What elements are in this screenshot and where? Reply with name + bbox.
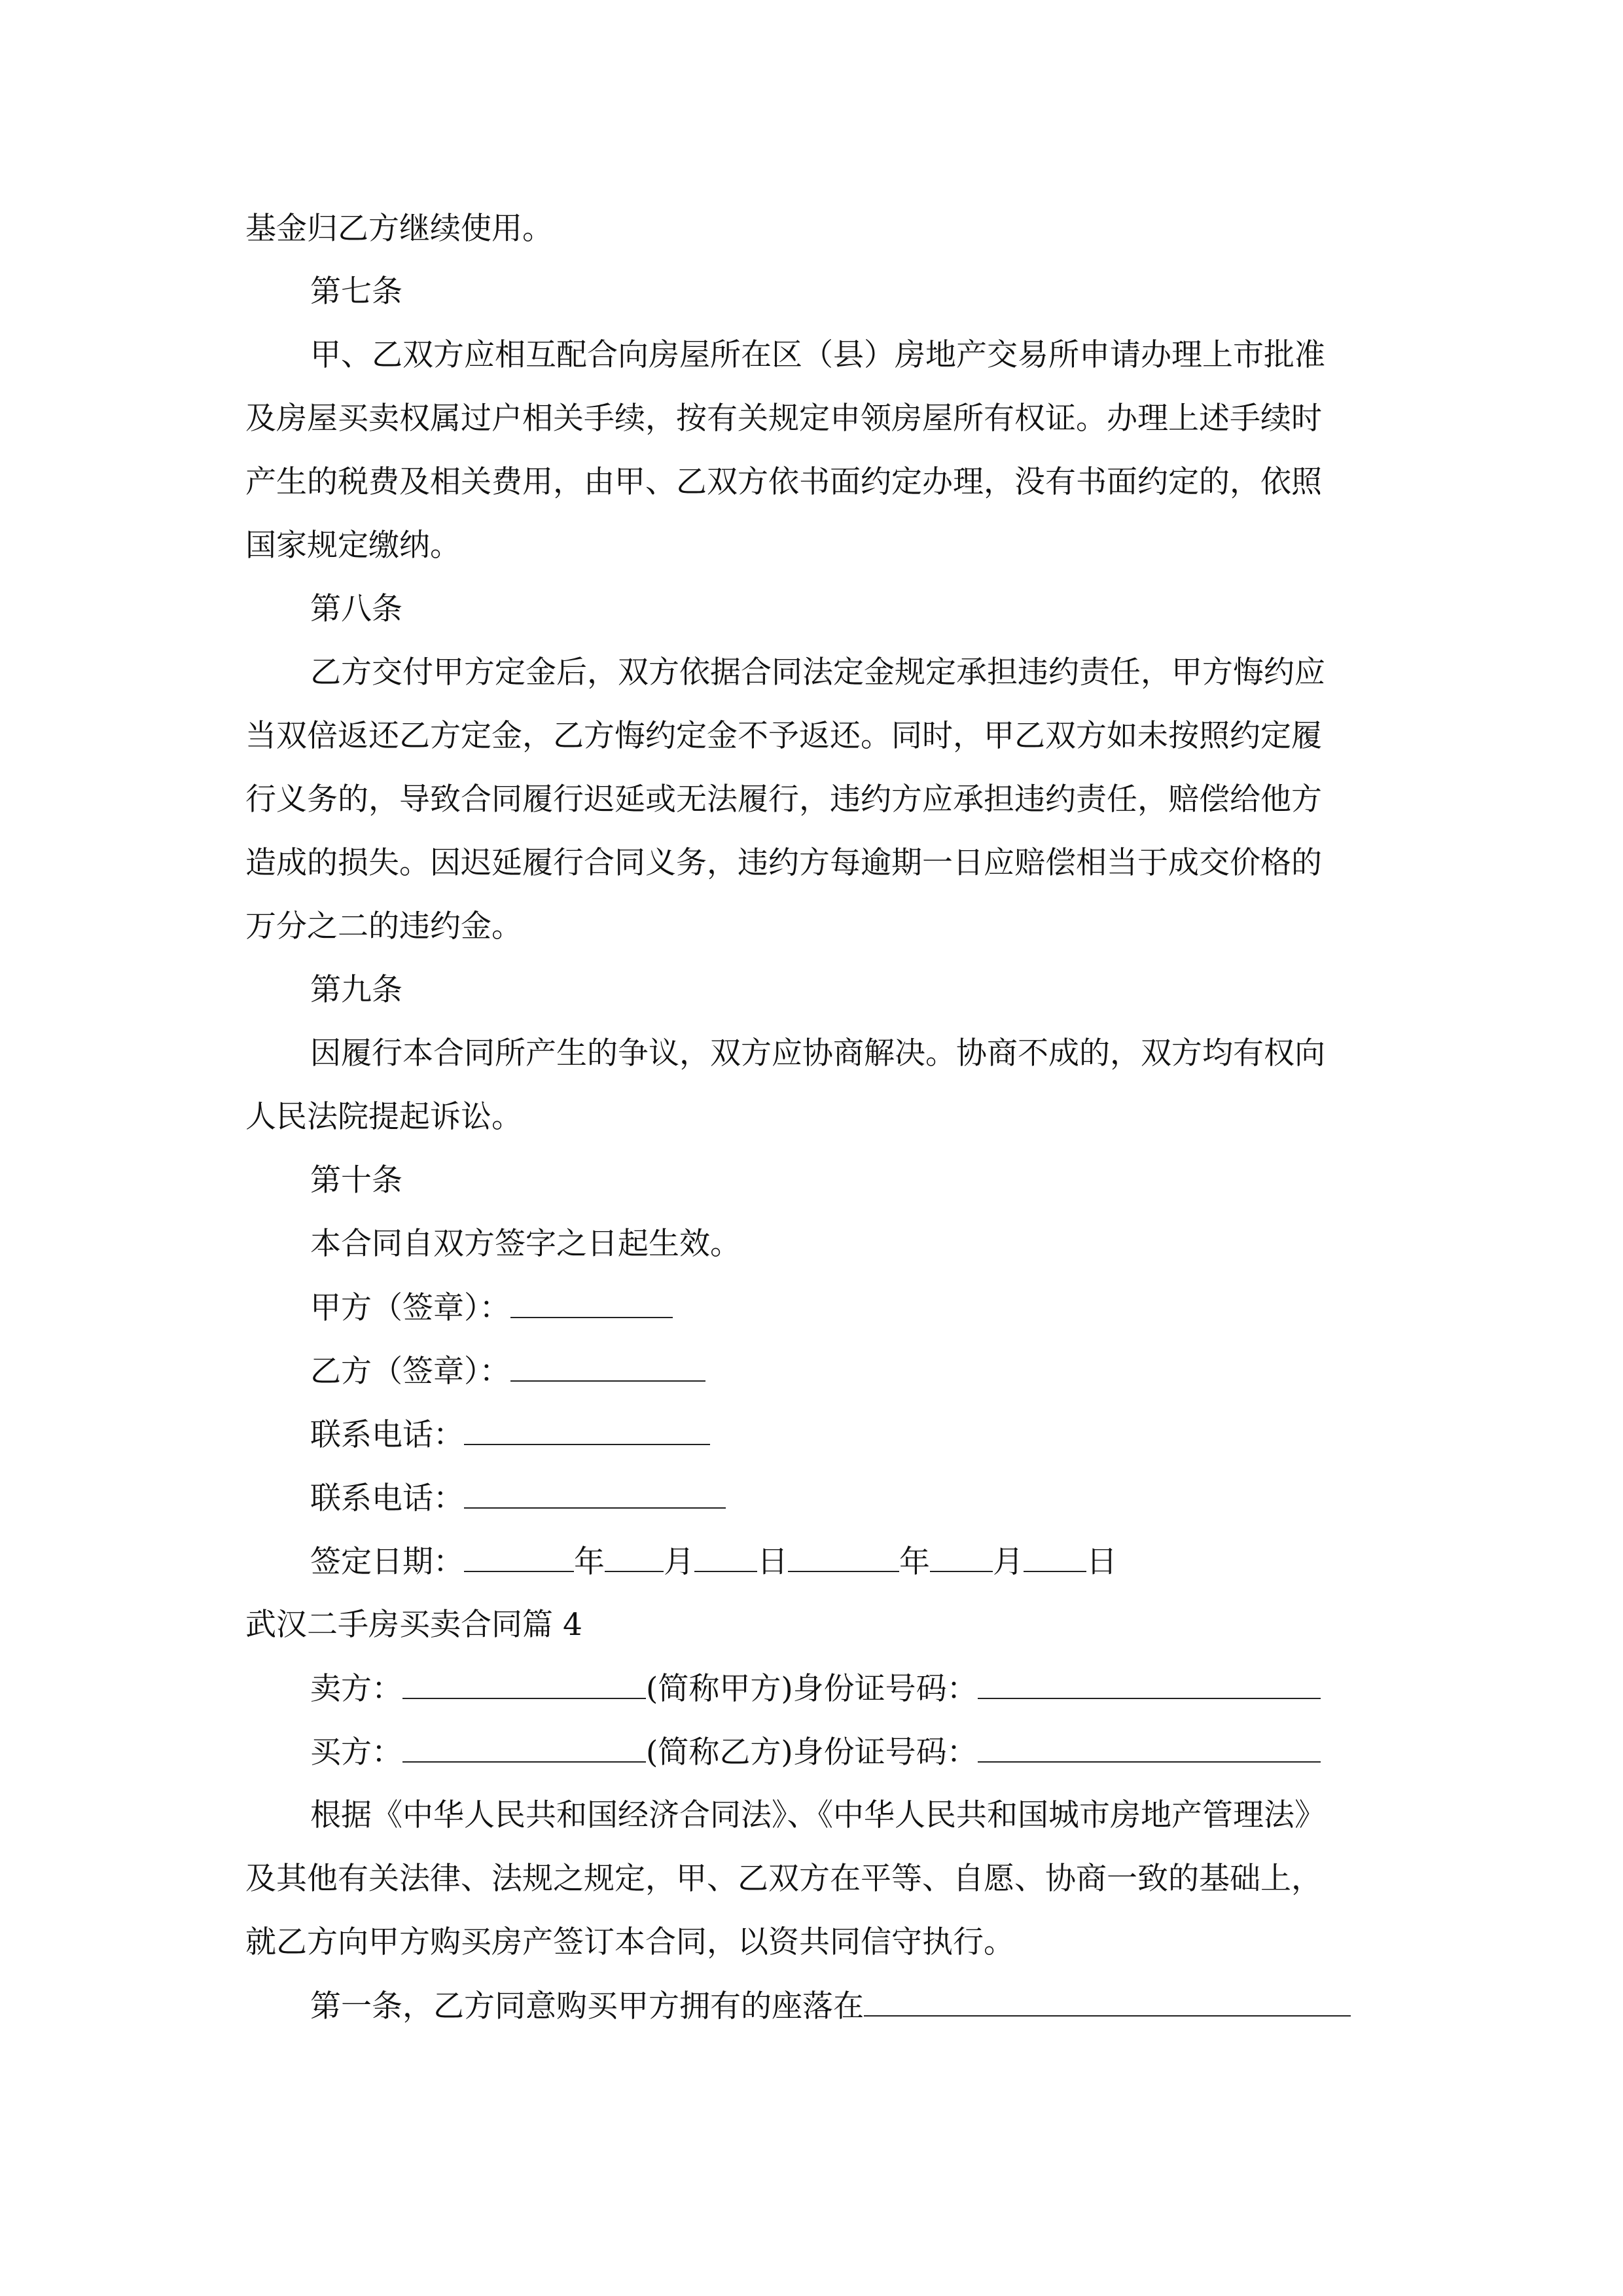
party-a-signature-line xyxy=(310,1288,673,1328)
text-line: 产生的税费及相关费用，由甲、乙双方依书面约定办理，没有书面约定的，依照 xyxy=(245,464,1322,500)
seller-id-blank xyxy=(978,1669,1321,1699)
phone-label: 联系电话： xyxy=(310,1480,464,1516)
text-line: 本合同自双方签字之日起生效。 xyxy=(310,1226,741,1262)
phone-blank xyxy=(464,1415,710,1445)
sign-date-line xyxy=(310,1542,1117,1582)
article-1-line xyxy=(310,1986,1351,2026)
text-line: 乙方交付甲方定金后，双方依据合同法定金规定承担违约责任，甲方悔约应 xyxy=(310,655,1325,691)
text-line: 国家规定缴纳。 xyxy=(245,528,461,564)
party-a-signature-label: 甲方（签章）： xyxy=(310,1290,510,1326)
text-line: 基金归乙方继续使用。 xyxy=(245,211,553,247)
day-label: 日 xyxy=(757,1544,788,1580)
date-blank xyxy=(788,1542,899,1572)
seller-id-label: (简称甲方)身份证号码： xyxy=(646,1671,978,1707)
text-line: 当双倍返还乙方定金，乙方悔约定金不予返还。同时，甲乙双方如未按照约定履 xyxy=(245,718,1322,754)
article-9-heading: 第九条 xyxy=(310,972,402,1008)
article-10-heading: 第十条 xyxy=(310,1162,402,1198)
buyer-id-blank xyxy=(978,1732,1321,1763)
month-label: 月 xyxy=(993,1544,1024,1580)
phone-line-2 xyxy=(310,1479,726,1518)
phone-label: 联系电话： xyxy=(310,1417,464,1453)
buyer-line xyxy=(310,1732,1321,1772)
date-blank xyxy=(1024,1542,1086,1572)
text-line: 甲、乙双方应相互配合向房屋所在区（县）房地产交易所申请办理上市批准 xyxy=(310,337,1325,373)
text-line: 造成的损失。因迟延履行合同义务，违约方每逾期一日应赔偿相当于成交价格的 xyxy=(245,845,1322,881)
buyer-label: 买方： xyxy=(310,1734,402,1770)
phone-blank xyxy=(464,1479,726,1509)
seller-label: 卖方： xyxy=(310,1671,402,1707)
article-8-heading: 第八条 xyxy=(310,591,402,627)
text-line: 行义务的，导致合同履行迟延或无法履行，违约方应承担违约责任，赔偿给他方 xyxy=(245,781,1322,817)
text-line: 万分之二的违约金。 xyxy=(245,908,522,944)
buyer-id-label: (简称乙方)身份证号码： xyxy=(646,1734,978,1770)
phone-line-1 xyxy=(310,1415,710,1455)
sign-date-label: 签定日期： xyxy=(310,1544,464,1580)
year-label: 年 xyxy=(899,1544,930,1580)
seller-name-blank xyxy=(402,1669,646,1699)
date-blank xyxy=(930,1542,993,1572)
text-line: 根据《中华人民共和国经济合同法》、《中华人民共和国城市房地产管理法》 xyxy=(310,1797,1325,1833)
text-line: 因履行本合同所产生的争议，双方应协商解决。协商不成的，双方均有权向 xyxy=(310,1035,1325,1071)
date-blank xyxy=(605,1542,664,1572)
date-blank xyxy=(464,1542,574,1572)
section-title: 武汉二手房买卖合同篇 4 xyxy=(245,1607,582,1643)
text-line: 人民法院提起诉讼。 xyxy=(245,1099,522,1135)
text-line: 及其他有关法律、法规之规定，甲、乙双方在平等、自愿、协商一致的基础上， xyxy=(245,1861,1322,1897)
party-b-signature-blank xyxy=(510,1352,705,1382)
party-a-signature-blank xyxy=(510,1288,673,1318)
day-label: 日 xyxy=(1086,1544,1117,1580)
text-line: 及房屋买卖权属过户相关手续，按有关规定申领房屋所有权证。办理上述手续时 xyxy=(245,401,1322,437)
seller-line xyxy=(310,1669,1321,1709)
party-b-signature-label: 乙方（签章）： xyxy=(310,1354,510,1390)
year-label: 年 xyxy=(574,1544,605,1580)
location-blank xyxy=(864,1986,1351,2017)
party-b-signature-line xyxy=(310,1352,705,1391)
buyer-name-blank xyxy=(402,1732,646,1763)
article-7-heading: 第七条 xyxy=(310,274,402,310)
date-blank xyxy=(694,1542,757,1572)
article-1-text: 第一条，乙方同意购买甲方拥有的座落在 xyxy=(310,1988,864,2024)
text-line: 就乙方向甲方购买房产签订本合同，以资共同信守执行。 xyxy=(245,1924,1014,1960)
month-label: 月 xyxy=(664,1544,694,1580)
